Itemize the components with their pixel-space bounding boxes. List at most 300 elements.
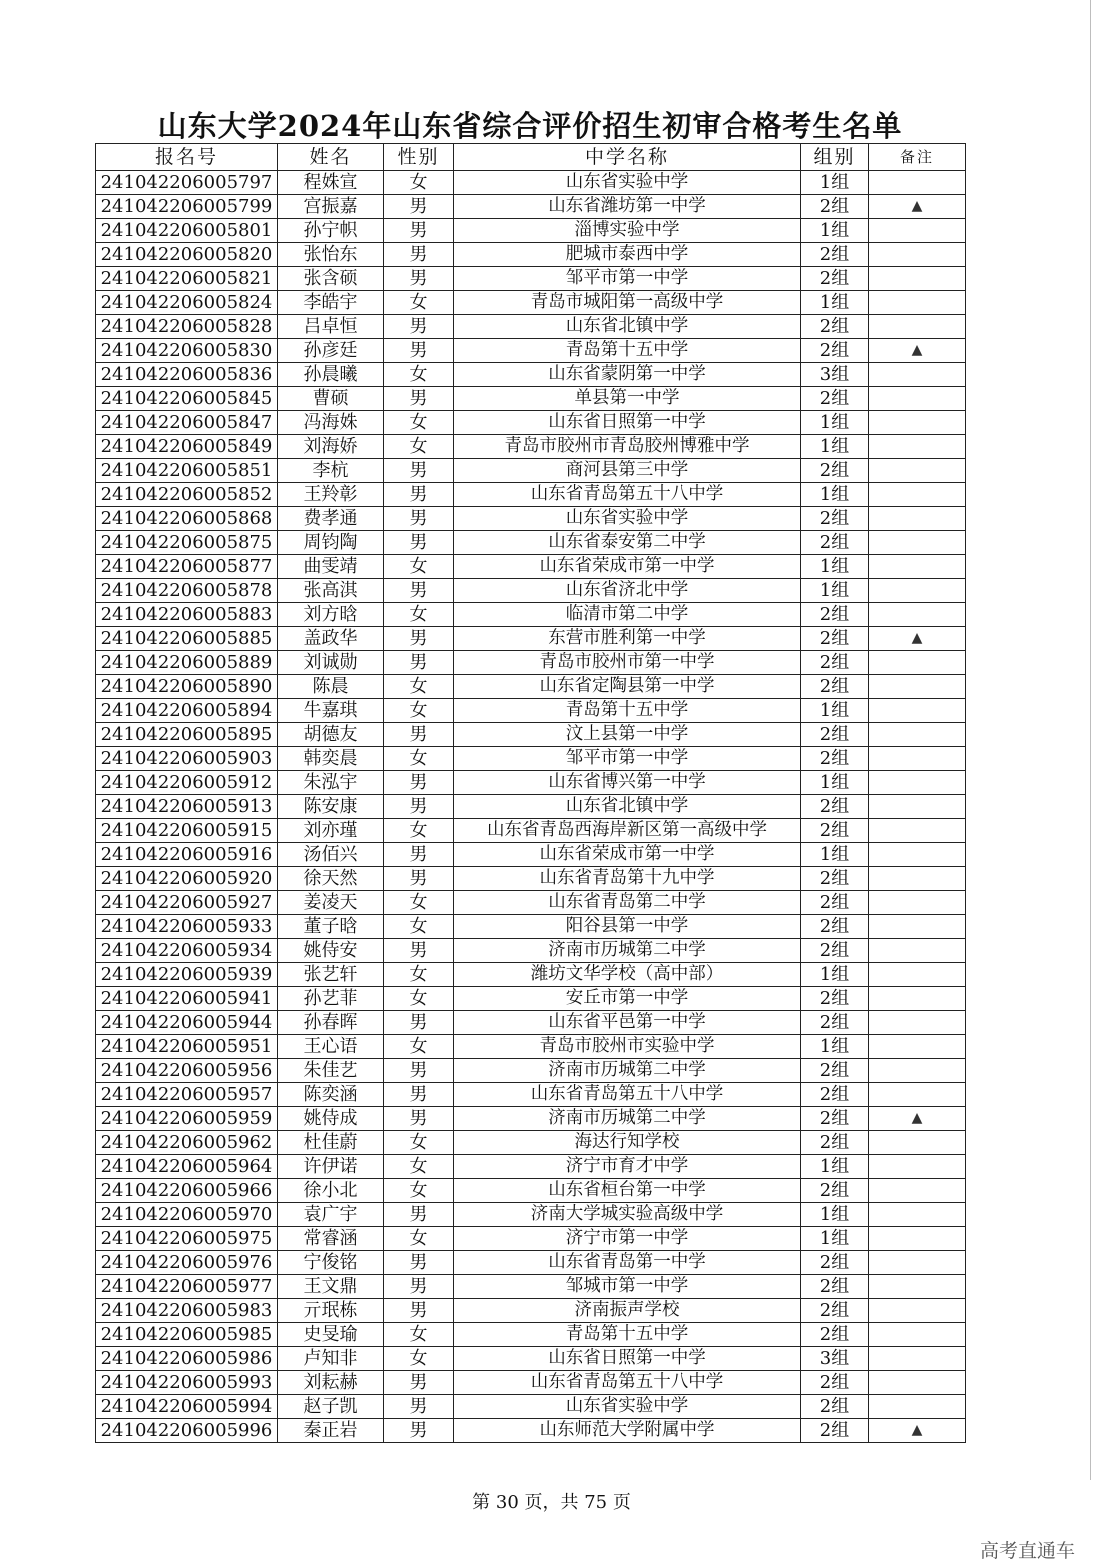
cell-remark (869, 1083, 966, 1107)
cell-remark (869, 291, 966, 315)
table-row (96, 507, 966, 531)
cell-gender: 男 (384, 939, 454, 963)
cell-remark (869, 1251, 966, 1275)
cell-gender: 男 (384, 507, 454, 531)
cell-remark (869, 867, 966, 891)
cell-gender: 男 (384, 843, 454, 867)
cell-remark (869, 843, 966, 867)
cell-school: 山东省定陶县第一中学 (454, 675, 801, 699)
cell-registration-number: 241042206005951 (96, 1035, 278, 1059)
header-school: 中学名称 (454, 144, 801, 171)
cell-name: 徐小北 (278, 1179, 384, 1203)
cell-registration-number: 241042206005799 (96, 195, 278, 219)
cell-group: 2组 (801, 387, 869, 411)
table-row (96, 795, 966, 819)
cell-registration-number: 241042206005920 (96, 867, 278, 891)
table-row (96, 939, 966, 963)
cell-registration-number: 241042206005964 (96, 1155, 278, 1179)
cell-remark (869, 1395, 966, 1419)
cell-registration-number: 241042206005830 (96, 339, 278, 363)
table-row (96, 1203, 966, 1227)
cell-gender: 男 (384, 1251, 454, 1275)
cell-name: 王羚彰 (278, 483, 384, 507)
cell-remark (869, 1347, 966, 1371)
cell-name: 宫振嘉 (278, 195, 384, 219)
cell-school: 山东省平邑第一中学 (454, 1011, 801, 1035)
table-row (96, 987, 966, 1011)
cell-group: 1组 (801, 171, 869, 195)
cell-registration-number: 241042206005975 (96, 1227, 278, 1251)
cell-registration-number: 241042206005889 (96, 651, 278, 675)
table-row (96, 1347, 966, 1371)
cell-gender: 女 (384, 1179, 454, 1203)
table-row (96, 603, 966, 627)
cell-school: 济宁市育才中学 (454, 1155, 801, 1179)
cell-gender: 女 (384, 915, 454, 939)
cell-registration-number: 241042206005933 (96, 915, 278, 939)
cell-gender: 男 (384, 1203, 454, 1227)
cell-group: 2组 (801, 1251, 869, 1275)
cell-name: 孙彦廷 (278, 339, 384, 363)
table-row (96, 1035, 966, 1059)
cell-group: 1组 (801, 771, 869, 795)
cell-name: 刘海娇 (278, 435, 384, 459)
cell-school: 山东省荣成市第一中学 (454, 843, 801, 867)
cell-group: 2组 (801, 1323, 869, 1347)
cell-group: 2组 (801, 1299, 869, 1323)
cell-school: 山东省荣成市第一中学 (454, 555, 801, 579)
cell-name: 周钧陶 (278, 531, 384, 555)
table-row (96, 579, 966, 603)
cell-name: 李杭 (278, 459, 384, 483)
cell-registration-number: 241042206005912 (96, 771, 278, 795)
table-row (96, 555, 966, 579)
cell-group: 2组 (801, 627, 869, 651)
cell-name: 刘方晗 (278, 603, 384, 627)
table-row (96, 1323, 966, 1347)
cell-registration-number: 241042206005797 (96, 171, 278, 195)
table-row (96, 1155, 966, 1179)
cell-group: 2组 (801, 267, 869, 291)
cell-remark (869, 363, 966, 387)
table-row (96, 1011, 966, 1035)
cell-group: 2组 (801, 459, 869, 483)
cell-school: 东营市胜利第一中学 (454, 627, 801, 651)
cell-school: 汶上县第一中学 (454, 723, 801, 747)
cell-group: 2组 (801, 723, 869, 747)
cell-group: 1组 (801, 219, 869, 243)
cell-name: 陈晨 (278, 675, 384, 699)
cell-name: 李皓宇 (278, 291, 384, 315)
cell-name: 赵子凯 (278, 1395, 384, 1419)
cell-name: 徐天然 (278, 867, 384, 891)
cell-group: 2组 (801, 531, 869, 555)
cell-group: 1组 (801, 411, 869, 435)
cell-group: 2组 (801, 651, 869, 675)
cell-school: 山东省潍坊第一中学 (454, 195, 801, 219)
cell-name: 王文鼎 (278, 1275, 384, 1299)
header-name: 姓名 (278, 144, 384, 171)
cell-registration-number: 241042206005878 (96, 579, 278, 603)
cell-gender: 男 (384, 1371, 454, 1395)
table-row (96, 267, 966, 291)
cell-registration-number: 241042206005828 (96, 315, 278, 339)
cell-remark (869, 675, 966, 699)
cell-gender: 女 (384, 435, 454, 459)
cell-name: 宁俊铭 (278, 1251, 384, 1275)
cell-name: 孙艺菲 (278, 987, 384, 1011)
cell-registration-number: 241042206005890 (96, 675, 278, 699)
cell-registration-number: 241042206005821 (96, 267, 278, 291)
cell-remark (869, 915, 966, 939)
cell-remark: ▲ (869, 1107, 966, 1131)
cell-registration-number: 241042206005824 (96, 291, 278, 315)
cell-registration-number: 241042206005976 (96, 1251, 278, 1275)
cell-remark (869, 891, 966, 915)
cell-school: 山东省北镇中学 (454, 795, 801, 819)
cell-group: 2组 (801, 1059, 869, 1083)
cell-name: 程姝宣 (278, 171, 384, 195)
cell-remark (869, 1227, 966, 1251)
cell-remark (869, 699, 966, 723)
cell-name: 卢知非 (278, 1347, 384, 1371)
cell-name: 曲雯靖 (278, 555, 384, 579)
cell-school: 青岛第十五中学 (454, 1323, 801, 1347)
cell-name: 张高淇 (278, 579, 384, 603)
cell-registration-number: 241042206005916 (96, 843, 278, 867)
cell-gender: 女 (384, 1347, 454, 1371)
cell-group: 2组 (801, 1395, 869, 1419)
table-row (96, 1251, 966, 1275)
cell-school: 济南市历城第二中学 (454, 1107, 801, 1131)
watermark: 高考直通车 (980, 1536, 1075, 1563)
cell-group: 1组 (801, 579, 869, 603)
header-registration-number: 报名号 (96, 144, 278, 171)
cell-name: 王心语 (278, 1035, 384, 1059)
cell-group: 1组 (801, 843, 869, 867)
cell-school: 青岛第十五中学 (454, 339, 801, 363)
cell-school: 山东省北镇中学 (454, 315, 801, 339)
table-row (96, 675, 966, 699)
cell-group: 1组 (801, 1227, 869, 1251)
cell-name: 袁广宇 (278, 1203, 384, 1227)
table-row (96, 291, 966, 315)
cell-registration-number: 241042206005966 (96, 1179, 278, 1203)
cell-name: 姚侍安 (278, 939, 384, 963)
cell-name: 刘耘赫 (278, 1371, 384, 1395)
cell-school: 济南大学城实验高级中学 (454, 1203, 801, 1227)
cell-registration-number: 241042206005959 (96, 1107, 278, 1131)
cell-remark (869, 267, 966, 291)
cell-registration-number: 241042206005996 (96, 1419, 278, 1443)
cell-gender: 男 (384, 627, 454, 651)
cell-group: 2组 (801, 1107, 869, 1131)
cell-group: 2组 (801, 987, 869, 1011)
cell-name: 曹硕 (278, 387, 384, 411)
cell-name: 费孝通 (278, 507, 384, 531)
table-row (96, 843, 966, 867)
cell-name: 朱泓宇 (278, 771, 384, 795)
table-row (96, 1227, 966, 1251)
cell-name: 孙春晖 (278, 1011, 384, 1035)
cell-name: 亓珉栋 (278, 1299, 384, 1323)
cell-gender: 女 (384, 555, 454, 579)
cell-registration-number: 241042206005847 (96, 411, 278, 435)
cell-group: 2组 (801, 1011, 869, 1035)
cell-school: 山东省青岛第五十八中学 (454, 483, 801, 507)
table-row (96, 891, 966, 915)
cell-group: 2组 (801, 1083, 869, 1107)
cell-group: 1组 (801, 1203, 869, 1227)
cell-registration-number: 241042206005875 (96, 531, 278, 555)
cell-remark (869, 963, 966, 987)
cell-school: 单县第一中学 (454, 387, 801, 411)
cell-remark (869, 1299, 966, 1323)
table-row (96, 195, 966, 219)
cell-school: 济南市历城第二中学 (454, 1059, 801, 1083)
cell-group: 2组 (801, 243, 869, 267)
cell-school: 淄博实验中学 (454, 219, 801, 243)
cell-school: 山东师范大学附属中学 (454, 1419, 801, 1443)
cell-school: 邹城市第一中学 (454, 1275, 801, 1299)
cell-gender: 女 (384, 363, 454, 387)
cell-group: 2组 (801, 603, 869, 627)
cell-group: 2组 (801, 891, 869, 915)
cell-remark (869, 1035, 966, 1059)
cell-gender: 女 (384, 1035, 454, 1059)
table-row (96, 1059, 966, 1083)
cell-registration-number: 241042206005983 (96, 1299, 278, 1323)
cell-school: 山东省日照第一中学 (454, 411, 801, 435)
cell-registration-number: 241042206005993 (96, 1371, 278, 1395)
cell-gender: 男 (384, 1059, 454, 1083)
cell-registration-number: 241042206005836 (96, 363, 278, 387)
cell-name: 朱佳艺 (278, 1059, 384, 1083)
table-row (96, 339, 966, 363)
cell-gender: 女 (384, 171, 454, 195)
table-row (96, 1299, 966, 1323)
cell-gender: 女 (384, 987, 454, 1011)
cell-name: 孙宁帜 (278, 219, 384, 243)
cell-remark (869, 939, 966, 963)
cell-registration-number: 241042206005941 (96, 987, 278, 1011)
cell-group: 2组 (801, 675, 869, 699)
cell-remark (869, 723, 966, 747)
cell-gender: 男 (384, 195, 454, 219)
cell-gender: 女 (384, 699, 454, 723)
table-row (96, 483, 966, 507)
cell-registration-number: 241042206005894 (96, 699, 278, 723)
cell-name: 张艺轩 (278, 963, 384, 987)
cell-name: 刘诚勋 (278, 651, 384, 675)
cell-group: 2组 (801, 507, 869, 531)
scan-edge-line (1090, 0, 1091, 1480)
header-remark: 备注 (869, 144, 966, 171)
cell-gender: 女 (384, 747, 454, 771)
cell-school: 海达行知学校 (454, 1131, 801, 1155)
cell-school: 山东省济北中学 (454, 579, 801, 603)
cell-registration-number: 241042206005962 (96, 1131, 278, 1155)
cell-gender: 男 (384, 1011, 454, 1035)
cell-school: 山东省桓台第一中学 (454, 1179, 801, 1203)
cell-remark: ▲ (869, 195, 966, 219)
table-row (96, 1419, 966, 1443)
cell-name: 胡德友 (278, 723, 384, 747)
cell-registration-number: 241042206005994 (96, 1395, 278, 1419)
cell-group: 2组 (801, 795, 869, 819)
cell-remark (869, 483, 966, 507)
cell-group: 1组 (801, 435, 869, 459)
cell-registration-number: 241042206005877 (96, 555, 278, 579)
cell-gender: 男 (384, 1299, 454, 1323)
cell-remark: ▲ (869, 1419, 966, 1443)
table-row (96, 867, 966, 891)
cell-registration-number: 241042206005895 (96, 723, 278, 747)
cell-name: 许伊诺 (278, 1155, 384, 1179)
table-row (96, 411, 966, 435)
cell-name: 史旻瑜 (278, 1323, 384, 1347)
cell-gender: 男 (384, 579, 454, 603)
cell-registration-number: 241042206005956 (96, 1059, 278, 1083)
cell-group: 3组 (801, 363, 869, 387)
cell-gender: 男 (384, 1419, 454, 1443)
cell-school: 山东省实验中学 (454, 171, 801, 195)
cell-registration-number: 241042206005851 (96, 459, 278, 483)
cell-school: 山东省青岛第五十八中学 (454, 1371, 801, 1395)
cell-registration-number: 241042206005934 (96, 939, 278, 963)
cell-remark (869, 387, 966, 411)
cell-school: 山东省青岛第十九中学 (454, 867, 801, 891)
cell-registration-number: 241042206005927 (96, 891, 278, 915)
table-row (96, 1107, 966, 1131)
cell-group: 2组 (801, 915, 869, 939)
cell-group: 2组 (801, 315, 869, 339)
cell-name: 常睿涵 (278, 1227, 384, 1251)
cell-remark (869, 1155, 966, 1179)
cell-remark (869, 555, 966, 579)
cell-gender: 男 (384, 771, 454, 795)
cell-remark: ▲ (869, 627, 966, 651)
table-row (96, 747, 966, 771)
cell-name: 吕卓恒 (278, 315, 384, 339)
cell-gender: 女 (384, 819, 454, 843)
cell-gender: 男 (384, 243, 454, 267)
cell-remark (869, 219, 966, 243)
cell-gender: 男 (384, 1083, 454, 1107)
cell-registration-number: 241042206005903 (96, 747, 278, 771)
cell-remark (869, 1203, 966, 1227)
cell-remark (869, 1371, 966, 1395)
table-header-row (96, 144, 966, 171)
cell-registration-number: 241042206005868 (96, 507, 278, 531)
cell-gender: 女 (384, 1155, 454, 1179)
cell-gender: 男 (384, 651, 454, 675)
cell-gender: 男 (384, 387, 454, 411)
table-row (96, 651, 966, 675)
table-body (96, 171, 966, 1443)
cell-registration-number: 241042206005849 (96, 435, 278, 459)
cell-registration-number: 241042206005977 (96, 1275, 278, 1299)
cell-gender: 男 (384, 459, 454, 483)
cell-remark (869, 411, 966, 435)
cell-name: 牛嘉琪 (278, 699, 384, 723)
cell-school: 邹平市第一中学 (454, 747, 801, 771)
cell-remark (869, 1275, 966, 1299)
table-row (96, 1371, 966, 1395)
cell-school: 山东省青岛西海岸新区第一高级中学 (454, 819, 801, 843)
header-group: 组别 (801, 144, 869, 171)
cell-group: 2组 (801, 1275, 869, 1299)
table-row (96, 699, 966, 723)
cell-group: 1组 (801, 1155, 869, 1179)
table-row (96, 771, 966, 795)
cell-remark (869, 1011, 966, 1035)
cell-group: 1组 (801, 1035, 869, 1059)
cell-group: 2组 (801, 819, 869, 843)
cell-gender: 女 (384, 603, 454, 627)
table-row (96, 819, 966, 843)
cell-remark (869, 507, 966, 531)
cell-name: 孙晨曦 (278, 363, 384, 387)
cell-remark (869, 1131, 966, 1155)
cell-school: 山东省泰安第二中学 (454, 531, 801, 555)
table-row (96, 243, 966, 267)
cell-registration-number: 241042206005939 (96, 963, 278, 987)
cell-remark (869, 435, 966, 459)
cell-gender: 女 (384, 291, 454, 315)
cell-name: 杜佳蔚 (278, 1131, 384, 1155)
cell-gender: 男 (384, 1107, 454, 1131)
header-gender: 性别 (384, 144, 454, 171)
cell-name: 陈安康 (278, 795, 384, 819)
table-row (96, 315, 966, 339)
cell-school: 山东省青岛第一中学 (454, 1251, 801, 1275)
cell-school: 山东省实验中学 (454, 1395, 801, 1419)
cell-name: 姜凌天 (278, 891, 384, 915)
cell-gender: 女 (384, 963, 454, 987)
table-row (96, 219, 966, 243)
table-row (96, 627, 966, 651)
cell-group: 2组 (801, 1371, 869, 1395)
cell-school: 山东省青岛第五十八中学 (454, 1083, 801, 1107)
table-row (96, 1395, 966, 1419)
table-row (96, 1083, 966, 1107)
candidate-table (95, 143, 966, 1443)
cell-group: 3组 (801, 1347, 869, 1371)
cell-group: 1组 (801, 555, 869, 579)
cell-group: 2组 (801, 195, 869, 219)
cell-school: 山东省蒙阴第一中学 (454, 363, 801, 387)
cell-group: 2组 (801, 1419, 869, 1443)
cell-school: 济宁市第一中学 (454, 1227, 801, 1251)
cell-remark (869, 987, 966, 1011)
cell-registration-number: 241042206005985 (96, 1323, 278, 1347)
cell-remark (869, 651, 966, 675)
cell-group: 1组 (801, 291, 869, 315)
cell-name: 刘亦瑾 (278, 819, 384, 843)
cell-group: 1组 (801, 483, 869, 507)
cell-registration-number: 241042206005845 (96, 387, 278, 411)
cell-gender: 女 (384, 1323, 454, 1347)
cell-registration-number: 241042206005957 (96, 1083, 278, 1107)
cell-school: 潍坊文华学校（高中部） (454, 963, 801, 987)
cell-group: 2组 (801, 939, 869, 963)
table-row (96, 387, 966, 411)
table-row (96, 915, 966, 939)
cell-gender: 男 (384, 531, 454, 555)
cell-gender: 男 (384, 1395, 454, 1419)
cell-remark (869, 1323, 966, 1347)
